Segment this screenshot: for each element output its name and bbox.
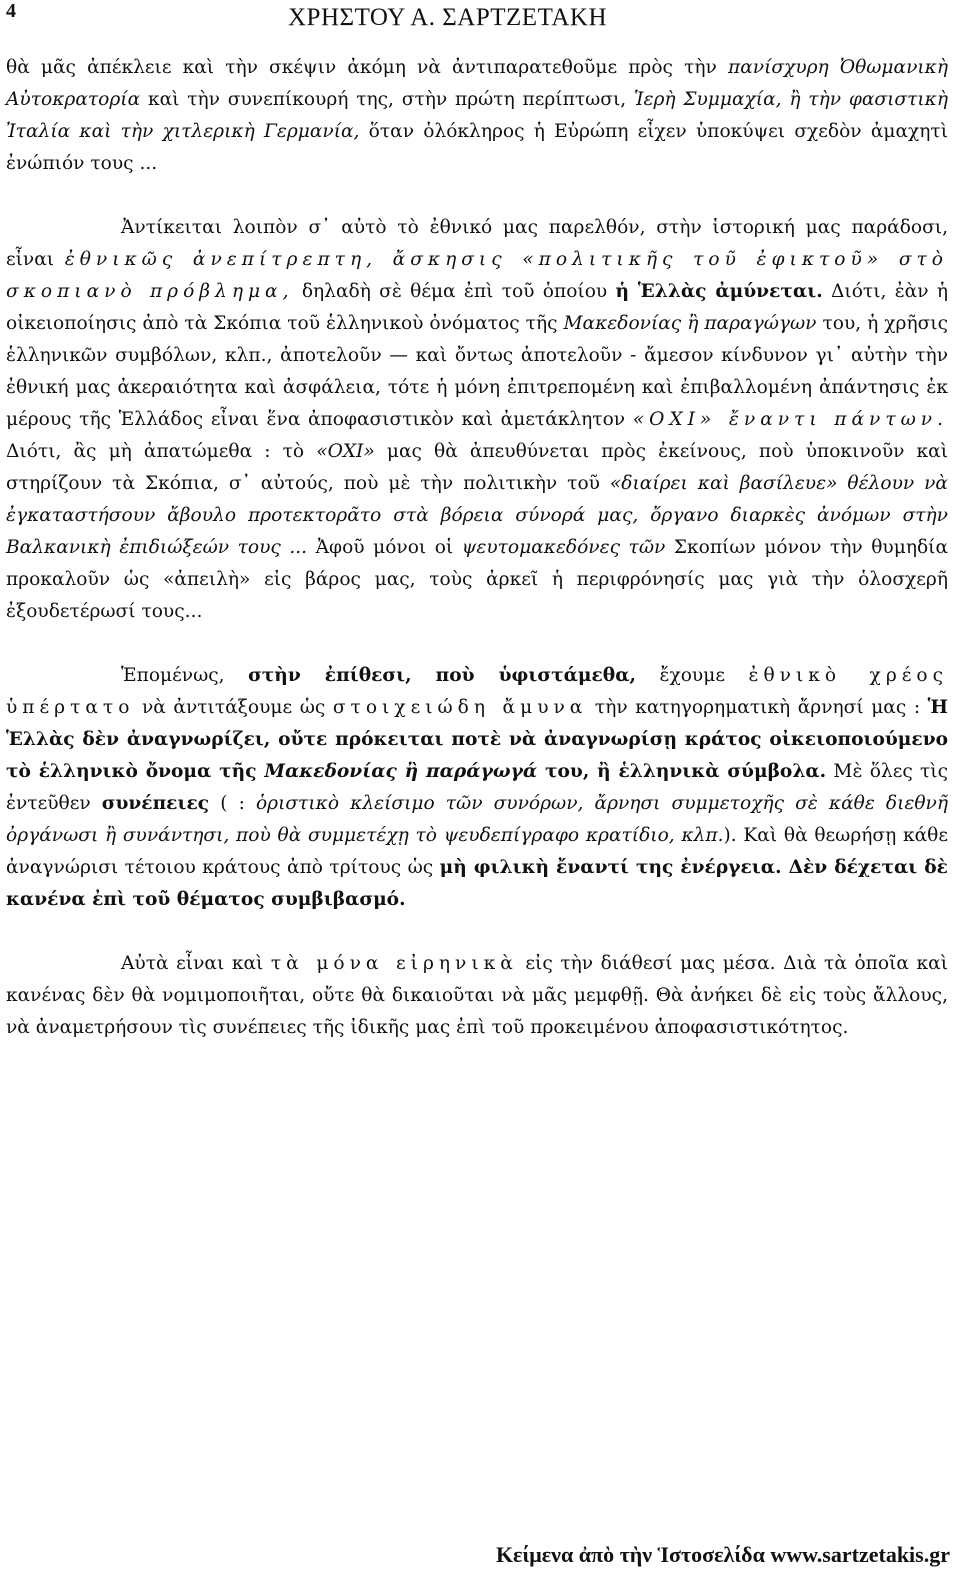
text-run: Ἀφοῦ μόνοι οἱ xyxy=(307,537,462,558)
paragraph-4 xyxy=(6,948,948,1044)
text-run: εἰς τὴν διάθεσί μας μέσα. Διὰ τὰ ὁποῖα καὶ κανένας δὲν θὰ νομιμοποιῆται, οὔτε θὰ δικαιοῦται νὰ μᾶς μεμφθῇ. Θὰ ἀνήκει δὲ εἰς τοὺς ἄλλους, νὰ ἀναμετρήσουν τὶς συνέπειες τῆς ἰδικῆς μας ἐπὶ τοῦ προκειμένου ἀποφασιστικότητος. xyxy=(6,953,948,1038)
text-run: Μὲ ὅλες τὶς ἐντεῦθεν xyxy=(6,761,949,814)
page-number: 4 xyxy=(6,0,16,22)
text-run: Αὐτὰ εἶναι καὶ xyxy=(121,953,271,974)
text-run: ὅταν ὁλόκληρος ἡ Εὐρώπη εἶχεν ὑποκύψει σχεδὸν ἀμαχητὶ ἐνώπιόν τους ... xyxy=(6,121,948,174)
text-run: Διότι, ἂς μὴ ἀπατώμεθα : τὸ xyxy=(6,441,317,462)
bold-run: ἡ Ἑλλὰς ἀμύνεται. xyxy=(615,281,823,302)
spaced-run: ἐθνικὸ χρέος ὑπέρτατο xyxy=(6,665,948,718)
text-run: τὴν κατηγορηματικὴ ἄρνησί μας : xyxy=(587,697,928,718)
paragraph-gap xyxy=(6,628,948,660)
paragraph-3 xyxy=(6,660,948,916)
document-body xyxy=(6,52,948,1044)
bold-run: συνέπειες xyxy=(101,793,210,814)
text-run: ἔχουμε xyxy=(635,665,749,686)
italic-run: ψευτομακεδόνες τῶν xyxy=(461,537,666,558)
text-run: ( : xyxy=(209,793,256,814)
text-run: Σκοπίων μόνον τὴν θυμηδία προκαλοῦν ὡς «ἀπειλὴ» εἰς βάρος μας, τοὺς ἀρκεῖ ἡ περιφρόνησίς μας γιὰ τὴν ὁλοσχερῆ ἐξουδετέρωσί τους... xyxy=(6,537,949,622)
spaced-run: τὰ μόνα εἰρηνικὰ xyxy=(270,953,518,974)
paragraph-1 xyxy=(6,52,948,180)
paragraph-gap xyxy=(6,180,948,212)
bold-run: του, ἢ ἑλληνικὰ σύμβολα. xyxy=(537,761,827,782)
bold-italic-run xyxy=(264,761,537,782)
italic-run: ὁριστικὸ κλείσιμο τῶν συνόρων, ἄρνησι συμμετοχῆς σὲ κάθε διεθνῆ ὀργάνωσι ἢ συνάντησι, ποὺ θὰ συμμετέχῃ τὸ ψευδεπίγραφο κρατίδιο, κλπ. xyxy=(6,793,948,846)
text-run: νὰ ἀντιτάξουμε ὡς xyxy=(134,697,333,718)
spaced-italic-run: ἐθνικῶς ἀνεπίτρεπτη, ἄσκησις «πολιτικῆς τοῦ ἐφικτοῦ» στὸ σκοπιανὸ πρόβλημα, xyxy=(6,249,948,302)
text-run: , ἀποτελοῦν — καὶ ὄντως ἀποτελοῦν - ἄμεσον κίνδυνον γι᾽ αὐτὴν τὴν ἐθνική μας ἀκεραιότητα καὶ ἀσφάλεια, τότε ἡ μόνη ἐπιτρεπομένη καὶ ἐπιβαλλομένη ἀπάντησις ἐκ μέρους τῆς Ἑλλάδος εἶναι ἕνα ἀποφασιστικὸν καὶ ἀμετάκλητον xyxy=(6,345,948,430)
bold-run: στὴν ἐπίθεσι, ποὺ ὑφιστάμεθα, xyxy=(248,665,636,686)
italic-run: πανίσχυρη Ὀθωμανικὴ Αὐτοκρατορία xyxy=(6,57,948,110)
footer-source: Κείμενα ἀπὸ τὴν Ἱστοσελίδα www.sartzetakis.gr xyxy=(495,1542,950,1567)
paragraph-gap xyxy=(6,916,948,948)
paragraph-2 xyxy=(6,212,948,628)
spaced-run: στοιχειώδη ἄμυνα xyxy=(332,697,588,718)
spaced-italic-run: «ΟΧΙ» ἔναντι πάντων. xyxy=(632,409,949,430)
text-run: του, ἡ χρῆσις xyxy=(816,313,949,334)
text-run: μας θὰ ἀπευθύνεται πρὸς ἐκείνους, ποὺ ὑποκινοῦν καὶ στηρίζουν τὰ Σκόπια, σ᾽ αὐτούς, ποὺ μὲ τὴν πολιτικὴν τοῦ xyxy=(6,441,948,494)
bold-run: Ἡ Ἑλλὰς δὲν ἀναγνωρίζει, οὔτε πρόκειται ποτὲ νὰ ἀναγνωρίσῃ κράτος οἰκειοποιούμενο τὸ ἑλληνικὸ ὄνομα τῆς xyxy=(6,697,948,782)
italic-run: Μακεδονίας ἢ παραγώγων xyxy=(563,313,817,334)
running-title: ΧΡΗΣΤΟΥ Α. ΣΑΡΤΖΕΤΑΚΗ xyxy=(288,4,607,31)
text-run: ἑλληνικῶν συμβόλων, κλπ. xyxy=(6,345,267,366)
italic-run: «ΟΧΙ» xyxy=(316,441,375,462)
text-run: Ἑπομένως, xyxy=(121,665,249,686)
italic-run: «διαίρει καὶ βασίλευε» θέλουν νὰ ἐγκαταστήσουν ἄβουλο προτεκτορᾶτο στὰ βόρεια σύνορά μας, ὄργανο διαρκὲς ἀνόμων στὴν Βαλκανικὴ ἐπιδιώξεών τους ... xyxy=(6,473,948,558)
text-run: ). Καὶ θὰ θεωρήσῃ κάθε ἀναγνώρισι τέτοιου κράτους ἀπὸ τρίτους ὡς xyxy=(6,825,948,878)
text-run: δηλαδὴ σὲ θέμα ἐπὶ τοῦ ὁποίου xyxy=(293,281,616,302)
text-run: θὰ μᾶς ἀπέκλειε καὶ τὴν σκέψιν ἀκόμη νὰ ἀντιπαρατεθοῦμε πρὸς τὴν xyxy=(6,57,728,78)
text-run: Διότι, ἐὰν ἡ οἰκειοποίησις ἀπὸ τὰ Σκόπια τοῦ ἑλληνικοὺ ὀνόματος τῆς xyxy=(6,281,948,334)
italic-run: Ἱερὴ Συμμαχία, ἢ τὴν φασιστικὴ Ἰταλία καὶ τὴν χιτλερικὴ Γερμανία, xyxy=(6,89,948,142)
bold-run: μὴ φιλικὴ ἔναντί της ἐνέργεια. Δὲν δέχεται δὲ κανένα ἐπὶ τοῦ θέματος συμβιβασμό. xyxy=(6,857,948,910)
italic-run: Μακεδονίας ἢ παράγωγά xyxy=(264,761,538,782)
text-run: καὶ τὴν συνεπίκουρή της, στὴν πρώτη περίπτωσι, xyxy=(140,89,634,110)
text-run: Ἀντίκειται λοιπὸν σ᾽ αὐτὸ τὸ ἐθνικό μας παρελθόν, στὴν ἱστορική μας παράδοσι, εἶναι xyxy=(6,217,948,270)
